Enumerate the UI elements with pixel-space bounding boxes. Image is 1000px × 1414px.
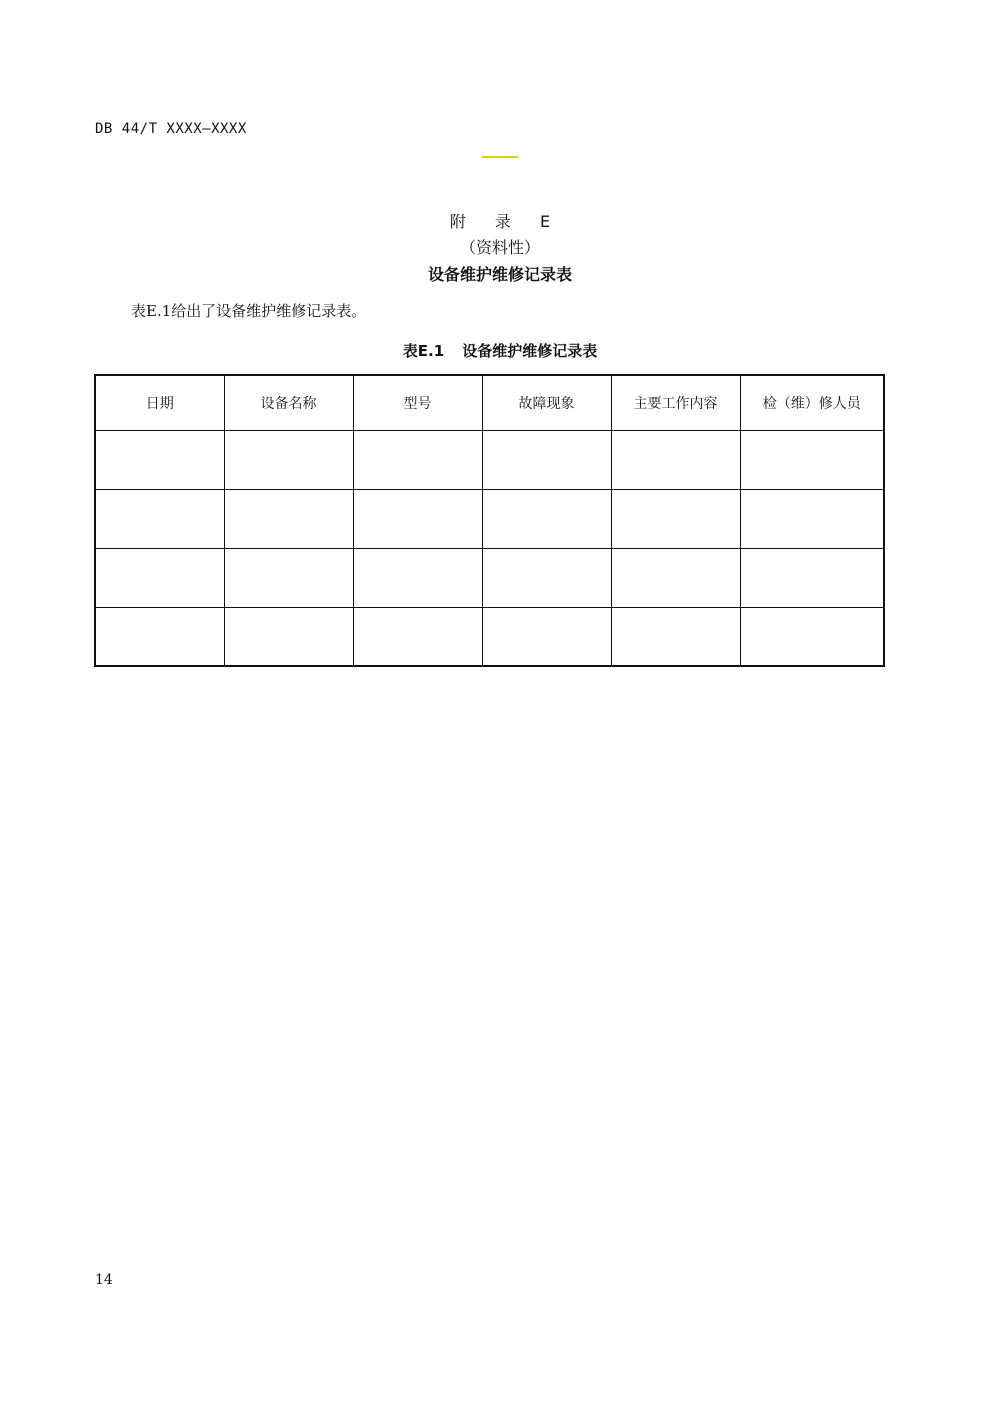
table-cell xyxy=(95,548,224,607)
appendix-nature: （资料性） xyxy=(459,238,540,257)
table-cell xyxy=(95,607,224,666)
header-highlight-mark xyxy=(482,156,518,158)
table-row xyxy=(95,548,884,607)
table-cell xyxy=(353,430,482,489)
intro-paragraph: 表E.1给出了设备维护维修记录表。 xyxy=(131,302,367,320)
table-cell xyxy=(482,607,611,666)
page-number: 14 xyxy=(95,1272,113,1288)
table-cell xyxy=(740,548,884,607)
table-cell xyxy=(353,548,482,607)
table-cell xyxy=(611,489,740,548)
column-header-date: 日期 xyxy=(95,375,224,430)
table-cell xyxy=(611,548,740,607)
table-row xyxy=(95,489,884,548)
table-header-row xyxy=(95,375,884,430)
table-cell xyxy=(611,607,740,666)
table-row xyxy=(95,430,884,489)
table-cell xyxy=(224,489,353,548)
table-caption-number: 表E.1 xyxy=(402,342,445,360)
column-header-personnel: 检（维）修人员 xyxy=(740,375,884,430)
table-cell xyxy=(224,548,353,607)
table-cell xyxy=(740,430,884,489)
table-cell xyxy=(740,489,884,548)
table-cell xyxy=(482,430,611,489)
table-caption xyxy=(0,340,1000,361)
column-header-model: 型号 xyxy=(353,375,482,430)
table-cell xyxy=(95,430,224,489)
table-cell xyxy=(482,548,611,607)
appendix-title: 附 录 E xyxy=(449,212,563,231)
appendix-subject: 设备维护维修记录表 xyxy=(427,265,572,284)
column-header-equipment-name: 设备名称 xyxy=(224,375,353,430)
table-row xyxy=(95,607,884,666)
table-cell xyxy=(353,489,482,548)
table-cell xyxy=(95,489,224,548)
table-cell xyxy=(353,607,482,666)
maintenance-record-table xyxy=(94,374,885,667)
table-cell xyxy=(611,430,740,489)
column-header-fault: 故障现象 xyxy=(482,375,611,430)
table-cell xyxy=(224,607,353,666)
table-cell xyxy=(482,489,611,548)
table-cell xyxy=(224,430,353,489)
table-cell xyxy=(740,607,884,666)
document-code: DB 44/T XXXX—XXXX xyxy=(95,121,247,137)
table-caption-title: 设备维护维修记录表 xyxy=(462,342,598,360)
column-header-main-work: 主要工作内容 xyxy=(611,375,740,430)
